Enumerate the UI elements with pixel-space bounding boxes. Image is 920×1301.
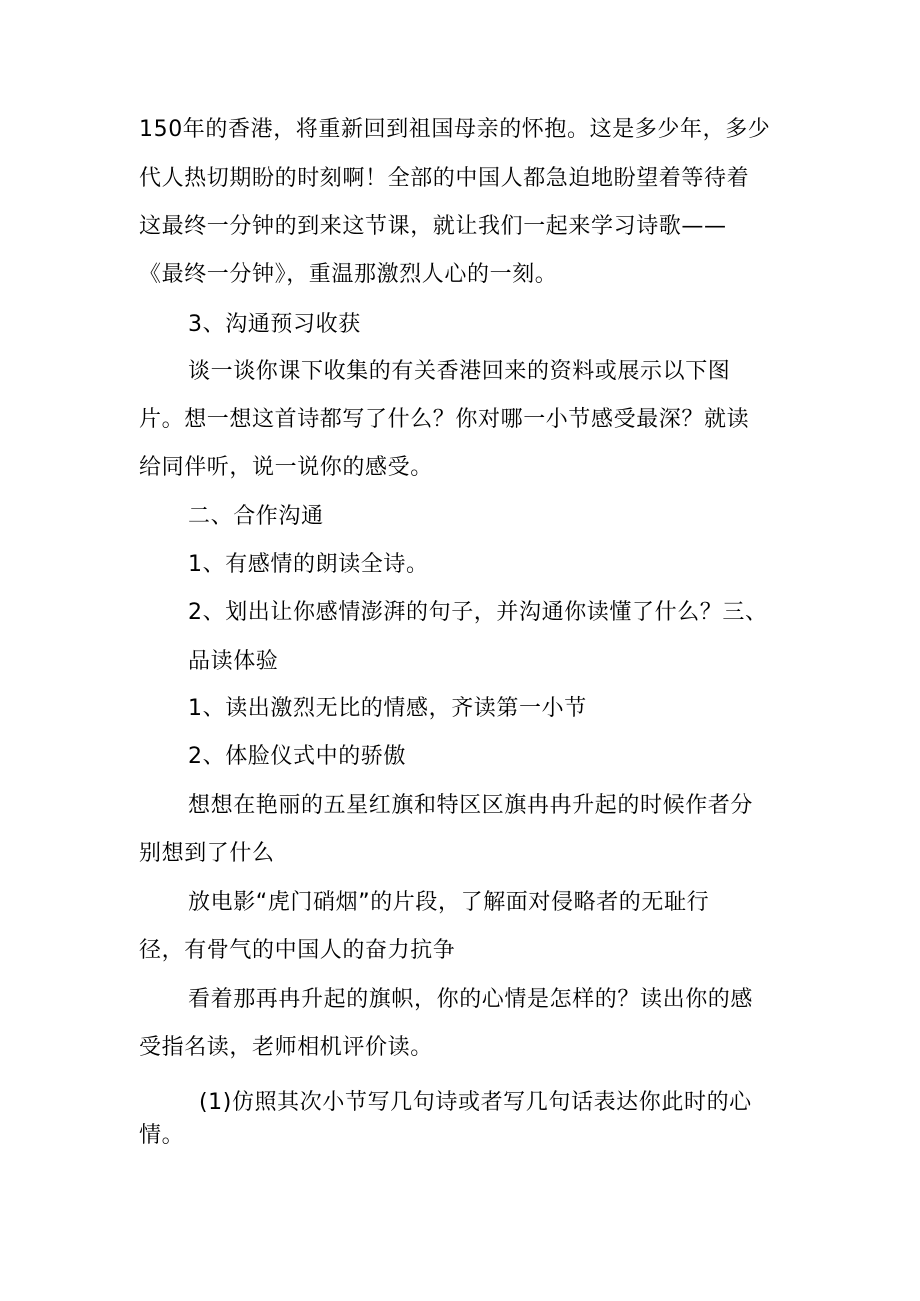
list-item: (1)仿照其次小节写几句诗或者写几句话表达你此时的心: [199, 1090, 752, 1115]
body-text-line: 片。想一想这首诗都写了什么？你对哪一小节感受最深？就读: [139, 407, 750, 432]
body-text-line: 《最终一分钟》，重温那激烈人心的一刻。: [139, 262, 558, 287]
body-text-line: 这最终一分钟的到来这节课，就让我们一起来学习诗歌——: [139, 214, 727, 239]
body-text-line: 150年的香港，将重新回到祖国母亲的怀抱。这是多少年，多少: [139, 117, 771, 142]
list-item: 2、体脸仪式中的骄傲: [188, 744, 406, 769]
list-item: 1、有感情的朗读全诗。: [188, 552, 429, 577]
body-text-line: 代人热切期盼的时刻啊！全部的中国人都急迫地盼望着等待着: [139, 166, 750, 191]
body-text-line: 情。: [139, 1123, 185, 1148]
body-text-line: 想想在艳丽的五星红旗和特区区旗冉冉升起的时候作者分: [188, 793, 754, 818]
body-text-line: 看着那再冉升起的旗帜，你的心情是怎样的？读出你的感: [188, 987, 754, 1012]
list-item: 2、划出让你感情澎湃的句子，并沟通你读懂了什么？三、: [188, 600, 768, 625]
section-heading: 品读体验: [188, 649, 279, 674]
body-text-line: 别想到了什么: [139, 841, 275, 866]
body-text-line: 谈一谈你课下收集的有关香港回来的资料或展示以下图: [188, 359, 731, 384]
body-text-line: 放电影“虎门硝烟”的片段，了解面对侵略者的无耻行: [188, 890, 710, 915]
body-text-line: 径，有骨气的中国人的奋力抗争: [139, 938, 456, 963]
body-text-line: 受指名读，老师相机评价读。: [139, 1035, 433, 1060]
section-heading: 3、沟通预习收获: [188, 312, 361, 337]
list-item: 1、读出激烈无比的情感，齐读第一小节: [188, 696, 587, 721]
section-heading: 二、合作沟通: [188, 504, 324, 529]
body-text-line: 给同伴听，说一说你的感受。: [139, 455, 433, 480]
